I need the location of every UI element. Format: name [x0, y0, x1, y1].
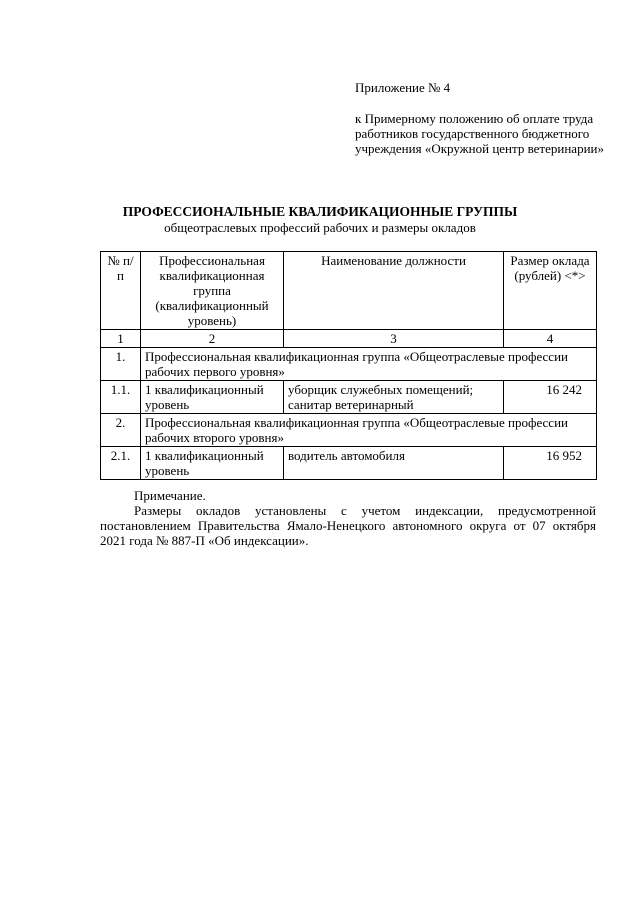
appendix-reference: к Примерному положению об оплате труда работников государственного бюджетного учреждения «Окружной центр ветеринарии»	[355, 111, 604, 156]
group-num: 1.	[101, 348, 141, 381]
table-index-row	[101, 330, 597, 348]
row-level: 1 квалификационный уровень	[141, 447, 284, 480]
group-num: 2.	[101, 414, 141, 447]
note-title: Примечание.	[134, 488, 206, 503]
row-num: 1.1.	[101, 381, 141, 414]
index-cell: 2	[141, 330, 284, 348]
header-position: Наименование должности	[284, 252, 504, 330]
qualification-table	[100, 251, 597, 480]
row-positions: уборщик служебных помещений; санитар ветеринарный	[284, 381, 504, 414]
table-header-row	[101, 252, 597, 330]
table-group-row	[101, 414, 597, 447]
appendix-number: Приложение № 4	[355, 80, 451, 95]
row-level: 1 квалификационный уровень	[141, 381, 284, 414]
row-num: 2.1.	[101, 447, 141, 480]
index-cell: 4	[504, 330, 597, 348]
row-salary: 16 952	[504, 447, 597, 480]
row-salary: 16 242	[504, 381, 597, 414]
group-title: Профессиональная квалификационная группа «Общеотраслевые профессии рабочих второго уровня»	[141, 414, 597, 447]
note-text: Размеры окладов установлены с учетом индексации, предусмотренной постановлением Правительства Ямало-Ненецкого автономного округа от 07 октября 2021 года № 887-П «Об индексации».	[100, 503, 596, 548]
header-num: № п/п	[101, 252, 141, 330]
note-block	[100, 488, 596, 548]
page-subtitle: общеотраслевых профессий рабочих и размеры окладов	[164, 220, 476, 235]
row-positions: водитель автомобиля	[284, 447, 504, 480]
document-heading	[0, 204, 640, 235]
header-group: Профессиональная квалификационная группа (квалификационный уровень)	[141, 252, 284, 330]
table-row	[101, 381, 597, 414]
group-title: Профессиональная квалификационная группа «Общеотраслевые профессии рабочих первого уровня»	[141, 348, 597, 381]
index-cell: 3	[284, 330, 504, 348]
page-title: ПРОФЕССИОНАЛЬНЫЕ КВАЛИФИКАЦИОННЫЕ ГРУППЫ	[122, 204, 518, 219]
index-cell: 1	[101, 330, 141, 348]
table-row	[101, 447, 597, 480]
table-group-row	[101, 348, 597, 381]
header-salary: Размер оклада (рублей) <*>	[504, 252, 597, 330]
appendix-block	[355, 80, 615, 156]
